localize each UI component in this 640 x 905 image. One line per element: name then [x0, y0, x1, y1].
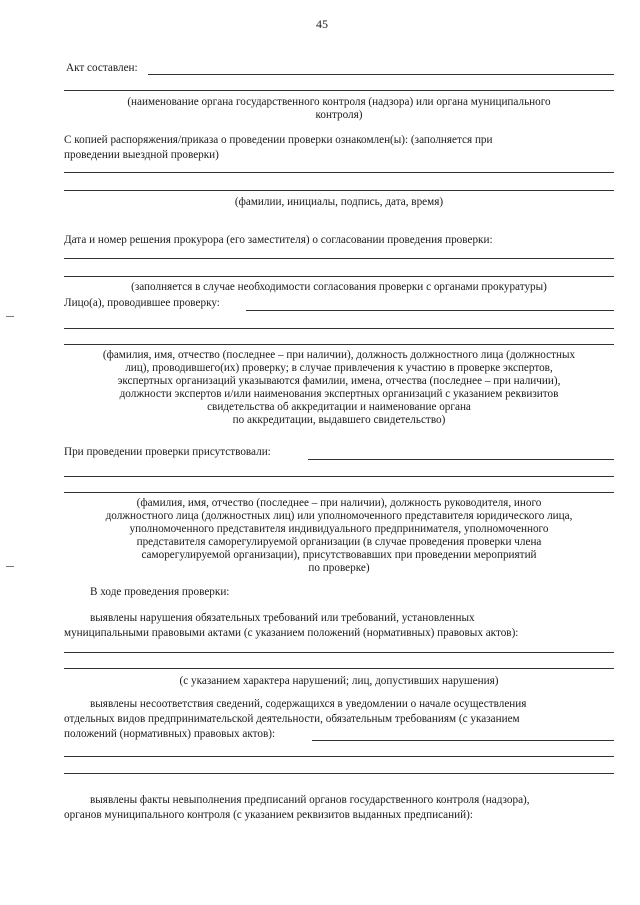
inconsistencies-line-1	[312, 740, 614, 741]
present-line-2	[64, 476, 614, 477]
control-body-note-1: (наименование органа государственного контроля (надзора) или органа муниципального	[127, 96, 551, 108]
copy-order-line-1	[64, 172, 614, 173]
inspector-note-2: лиц), проводившего(их) проверку; в случае привлечения к участию в проверке экспертов,	[125, 362, 553, 374]
violations-line-2	[64, 668, 614, 669]
non-compliance-text-2: органов муниципального контроля (с указанием реквизитов выданных предписаний):	[64, 809, 473, 821]
inspector-note-6: по аккредитации, выдавшего свидетельство)	[232, 414, 446, 426]
violations-note: (с указанием характера нарушений; лиц, допустивших нарушения)	[179, 675, 499, 687]
inspector-label: Лицо(а), проводившее проверку:	[64, 297, 220, 309]
inspector-line-1	[246, 310, 614, 311]
inconsistencies-text-1: выявлены несоответствия сведений, содержащихся в уведомлении о начале осуществления	[90, 698, 527, 710]
inspector-note-3: экспертных организаций указываются фамилии, имена, отчества (последнее – при наличии),	[117, 375, 561, 387]
present-note-6: по проверке)	[308, 562, 370, 574]
copy-order-line-2	[64, 190, 614, 191]
present-label: При проведении проверки присутствовали:	[64, 446, 271, 458]
signature-note: (фамилии, инициалы, подпись, дата, время)	[234, 196, 444, 208]
margin-mark	[6, 316, 14, 317]
inspector-line-2	[64, 328, 614, 329]
inspector-note-1: (фамилия, имя, отчество (последнее – при наличии), должность должностного лица (должностных	[102, 349, 576, 361]
violations-text-1: выявлены нарушения обязательных требований или требований, установленных	[90, 612, 475, 624]
during-check-label: В ходе проведения проверки:	[90, 586, 230, 598]
prosecutor-line-1	[64, 258, 614, 259]
inconsistencies-line-3	[64, 773, 614, 774]
inspector-note-5: свидетельства об аккредитации и наименование органа	[207, 401, 471, 413]
violations-text-2: муниципальными правовыми актами (с указанием положений (нормативных) правовых актов):	[64, 627, 519, 639]
act-compiled-label: Акт составлен:	[66, 62, 138, 74]
margin-mark	[6, 566, 14, 567]
copy-order-text-2: проведении выездной проверки)	[64, 149, 219, 161]
present-note-2: должностного лица (должностных лиц) или уполномоченного представителя юридического лица,	[105, 510, 573, 522]
inspector-line-3	[64, 344, 614, 345]
non-compliance-text-1: выявлены факты невыполнения предписаний органов государственного контроля (надзора),	[90, 794, 530, 806]
present-line-1	[308, 459, 614, 460]
violations-line-1	[64, 652, 614, 653]
page-number: 45	[316, 17, 328, 31]
inconsistencies-text-3: положений (нормативных) правовых актов):	[64, 728, 276, 740]
inspector-note-4: должности экспертов и/или наименования экспертных организаций с указанием реквизитов	[119, 388, 559, 400]
act-compiled-line	[148, 74, 614, 75]
present-note-5: саморегулируемой организации), присутствовавших при проведении мероприятий	[141, 549, 537, 561]
inconsistencies-line-2	[64, 756, 614, 757]
present-note-3: уполномоченного представителя индивидуального предпринимателя, уполномоченного	[129, 523, 549, 535]
present-note-4: представителя саморегулируемой организации (в случае проведения проверки члена	[136, 536, 542, 548]
present-note-1: (фамилия, имя, отчество (последнее – при наличии), должность руководителя, иного	[136, 497, 542, 509]
inconsistencies-text-2: отдельных видов предпринимательской деятельности, обязательным требованиям (с указанием	[64, 713, 520, 725]
control-body-note-2: контроля)	[315, 109, 363, 121]
prosecutor-decision-text: Дата и номер решения прокурора (его заместителя) о согласовании проведения проверки:	[64, 234, 493, 246]
present-line-3	[64, 492, 614, 493]
prosecutor-note: (заполняется в случае необходимости согласования проверки с органами прокуратуры)	[131, 281, 547, 293]
act-compiled-line-2	[64, 90, 614, 91]
prosecutor-line-2	[64, 276, 614, 277]
copy-order-text-1: С копией распоряжения/приказа о проведении проверки ознакомлен(ы): (заполняется при	[64, 134, 493, 146]
